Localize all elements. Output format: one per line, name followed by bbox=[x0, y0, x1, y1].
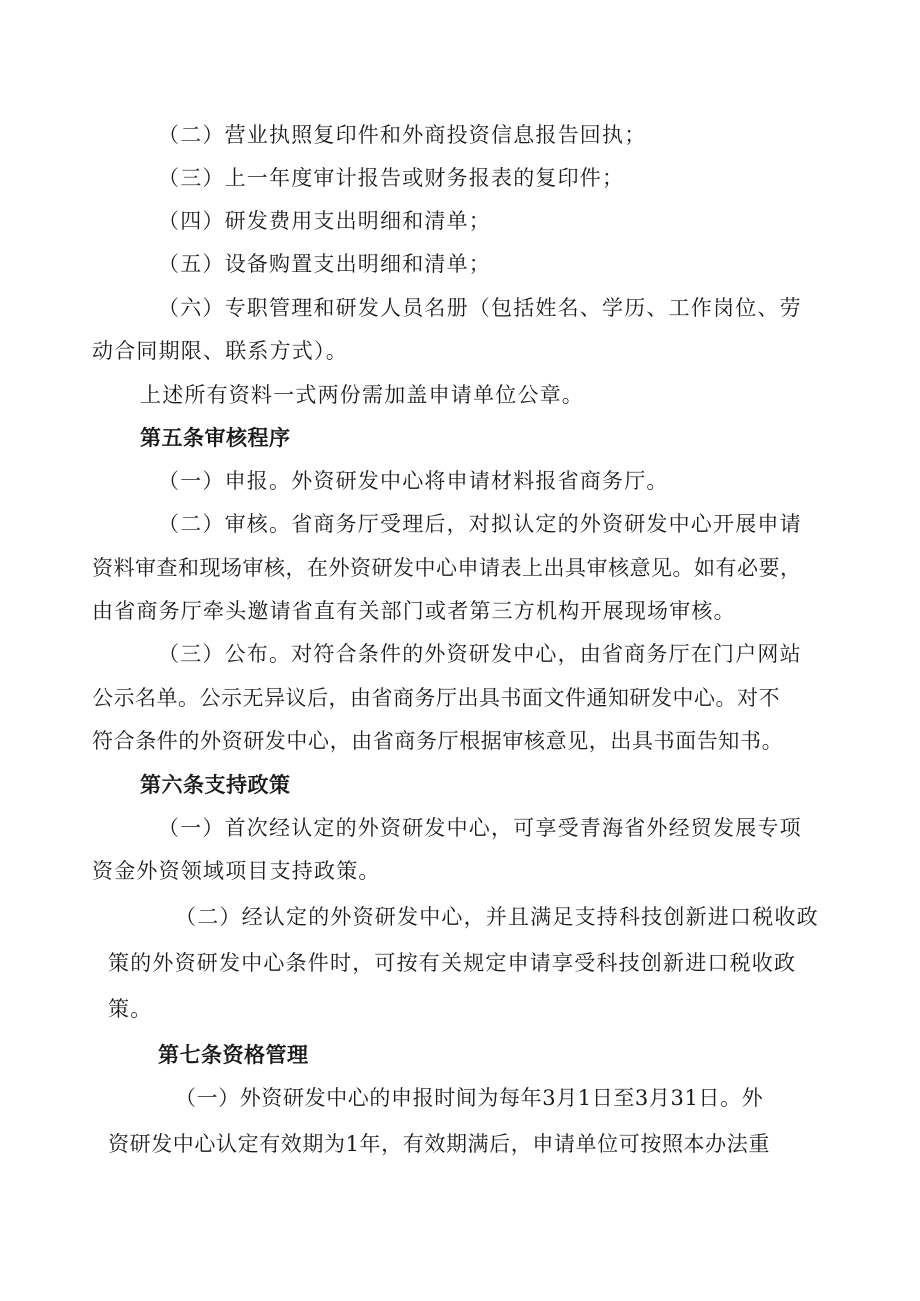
list-item: （一）首次经认定的外资研发中心，可享受青海省外经贸发展专项 bbox=[158, 816, 802, 840]
list-item: （一）申报。外资研发中心将申请材料报省商务厅。 bbox=[158, 469, 669, 493]
list-item: （二）经认定的外资研发中心，并且满足支持科技创新进口税收政 bbox=[175, 905, 819, 929]
list-item: （二）营业执照复印件和外商投资信息报告回执； bbox=[158, 123, 647, 147]
list-item-continuation: 动合同期限、联系方式）。 bbox=[92, 339, 348, 363]
list-item-continuation: 公示名单。公示无异议后，由省商务厅出具书面文件通知研发中心。对不 bbox=[92, 686, 780, 710]
list-item: （六）专职管理和研发人员名册（包括姓名、学历、工作岗位、劳 bbox=[158, 296, 802, 320]
list-item-continuation: 由省商务厅牵头邀请省直有关部门或者第三方机构开展现场审核。 bbox=[92, 599, 736, 623]
list-item: （五）设备购置支出明细和清单； bbox=[158, 252, 491, 276]
list-item: （四）研发费用支出明细和清单； bbox=[158, 209, 491, 233]
list-item: （三）公布。对符合条件的外资研发中心，由省商务厅在门户网站 bbox=[158, 642, 802, 666]
section-heading: 第六条支持政策 bbox=[140, 772, 291, 797]
list-item: （三）上一年度审计报告或财务报表的复印件； bbox=[158, 166, 625, 190]
list-item-continuation: 资金外资领域项目支持政策。 bbox=[92, 859, 381, 883]
paragraph: 上述所有资料一式两份需加盖申请单位公章。 bbox=[140, 383, 584, 407]
list-item-continuation: 资研发中心认定有效期为1年，有效期满后，申请单位可按照本办法重 bbox=[108, 1132, 770, 1156]
list-item-continuation: 策的外资研发中心条件时，可按有关规定申请享受科技创新进口税收政 bbox=[108, 951, 797, 975]
section-heading: 第七条资格管理 bbox=[158, 1042, 309, 1067]
list-item-continuation: 策。 bbox=[108, 997, 153, 1021]
list-item: （一）外资研发中心的申报时间为每年3月1日至3月31日。外 bbox=[175, 1086, 764, 1110]
list-item-continuation: 资料审查和现场审核，在外资研发中心申请表上出具审核意见。如有必要， bbox=[92, 556, 802, 580]
section-heading: 第五条审核程序 bbox=[140, 425, 291, 450]
list-item: （二）审核。省商务厅受理后，对拟认定的外资研发中心开展申请 bbox=[158, 512, 802, 536]
list-item-continuation: 符合条件的外资研发中心，由省商务厅根据审核意见，出具书面告知书。 bbox=[92, 729, 784, 753]
